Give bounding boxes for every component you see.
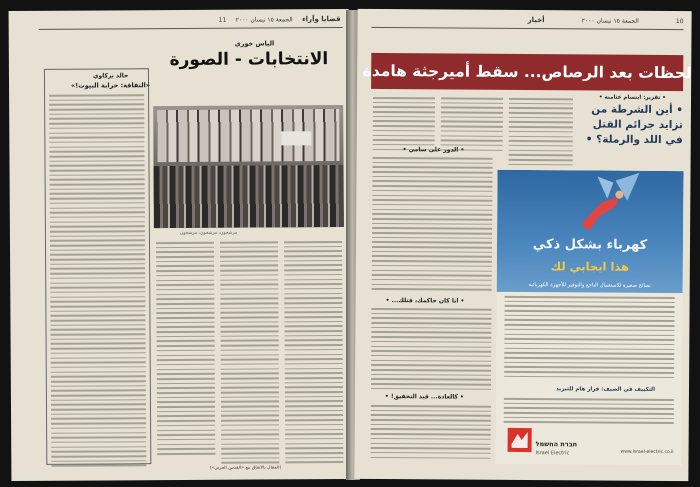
column-text	[49, 94, 146, 470]
news-section-3	[370, 405, 490, 462]
left-folio-date: الجمعة ١٥ نيسان ٢٠٠٠	[235, 15, 293, 24]
news-col-c-top	[509, 98, 573, 169]
news-banner-headline: لحظات بعد الرصاص... سقط أميرجثة هامدة	[371, 53, 683, 91]
photo-banner	[281, 131, 311, 145]
left-folio-section: قضايا وآراء	[302, 15, 341, 24]
ad-sky-photo	[497, 170, 684, 293]
subhead-ruler: • انا كان حاكمك، قتلك... •	[385, 297, 465, 305]
right-folio	[528, 14, 684, 27]
ad-tip-title: التكييف في الصيف: قرار هام للتبريد	[555, 386, 656, 393]
article-col-2	[220, 241, 279, 466]
crowd	[154, 165, 344, 228]
electric-company-ad	[495, 170, 683, 465]
news-col-a-top	[373, 97, 435, 154]
election-photo	[153, 105, 344, 228]
right-folio-section: أخبار	[527, 16, 545, 25]
right-page	[354, 9, 691, 481]
ad-headline: كهرباء بشكل ذكي	[532, 237, 648, 253]
left-folio	[219, 13, 341, 26]
main-headline: الانتخابات - الصورة	[169, 49, 329, 71]
news-section-1	[372, 157, 493, 294]
subhead-sami: • الدور على سامي •	[402, 146, 465, 154]
police-question: • أين الشرطة من تزايد جرائم القتل في اللد والرملة؟ •	[585, 103, 683, 147]
left-page-number: 11	[218, 16, 227, 24]
angel-figure-icon	[497, 170, 684, 293]
article-col-1	[156, 242, 215, 458]
ad-subheadline: هذا ايجابي لك	[550, 259, 630, 274]
column-author: خالد بركاوي	[92, 72, 129, 80]
ad-tagline: نصائح صغيرة للاستعمال الناجع والتوفير للأجهزة الكهربائية	[528, 282, 651, 289]
photo-caption: مرشحون، مرشحون، مرشحون	[179, 230, 238, 237]
article-footer: (المقال بالاتفاق مع «القدس العربي»)	[209, 465, 282, 471]
newspaper-spread	[10, 10, 690, 480]
subhead-investigation: • كالعادة... قيد التحقيق! •	[384, 393, 464, 401]
article-col-3	[284, 241, 343, 466]
left-header-rule	[39, 27, 343, 30]
column-title: «الثقافة: خرابة البيوت!»	[71, 81, 151, 90]
company-name-english: Israel Electric	[535, 450, 570, 457]
company-name-hebrew: חברת החשמל	[535, 440, 578, 449]
iec-logo-icon	[508, 428, 532, 452]
reporter-byline: • تقرير: ابتسام عثامنة •	[599, 94, 666, 101]
company-url: www.israel-electric.co.il	[620, 449, 674, 456]
article-author: الياس خوري	[234, 39, 275, 48]
left-page	[9, 9, 352, 481]
ad-tip-text	[504, 398, 674, 427]
right-folio-date: الجمعة ١٥ نيسان ٢٠٠٠	[581, 16, 639, 25]
news-section-2	[371, 308, 492, 393]
ad-body-text	[504, 296, 675, 382]
right-page-number: 10	[675, 17, 684, 25]
posters-wall	[157, 109, 339, 162]
right-header-rule	[372, 27, 684, 30]
